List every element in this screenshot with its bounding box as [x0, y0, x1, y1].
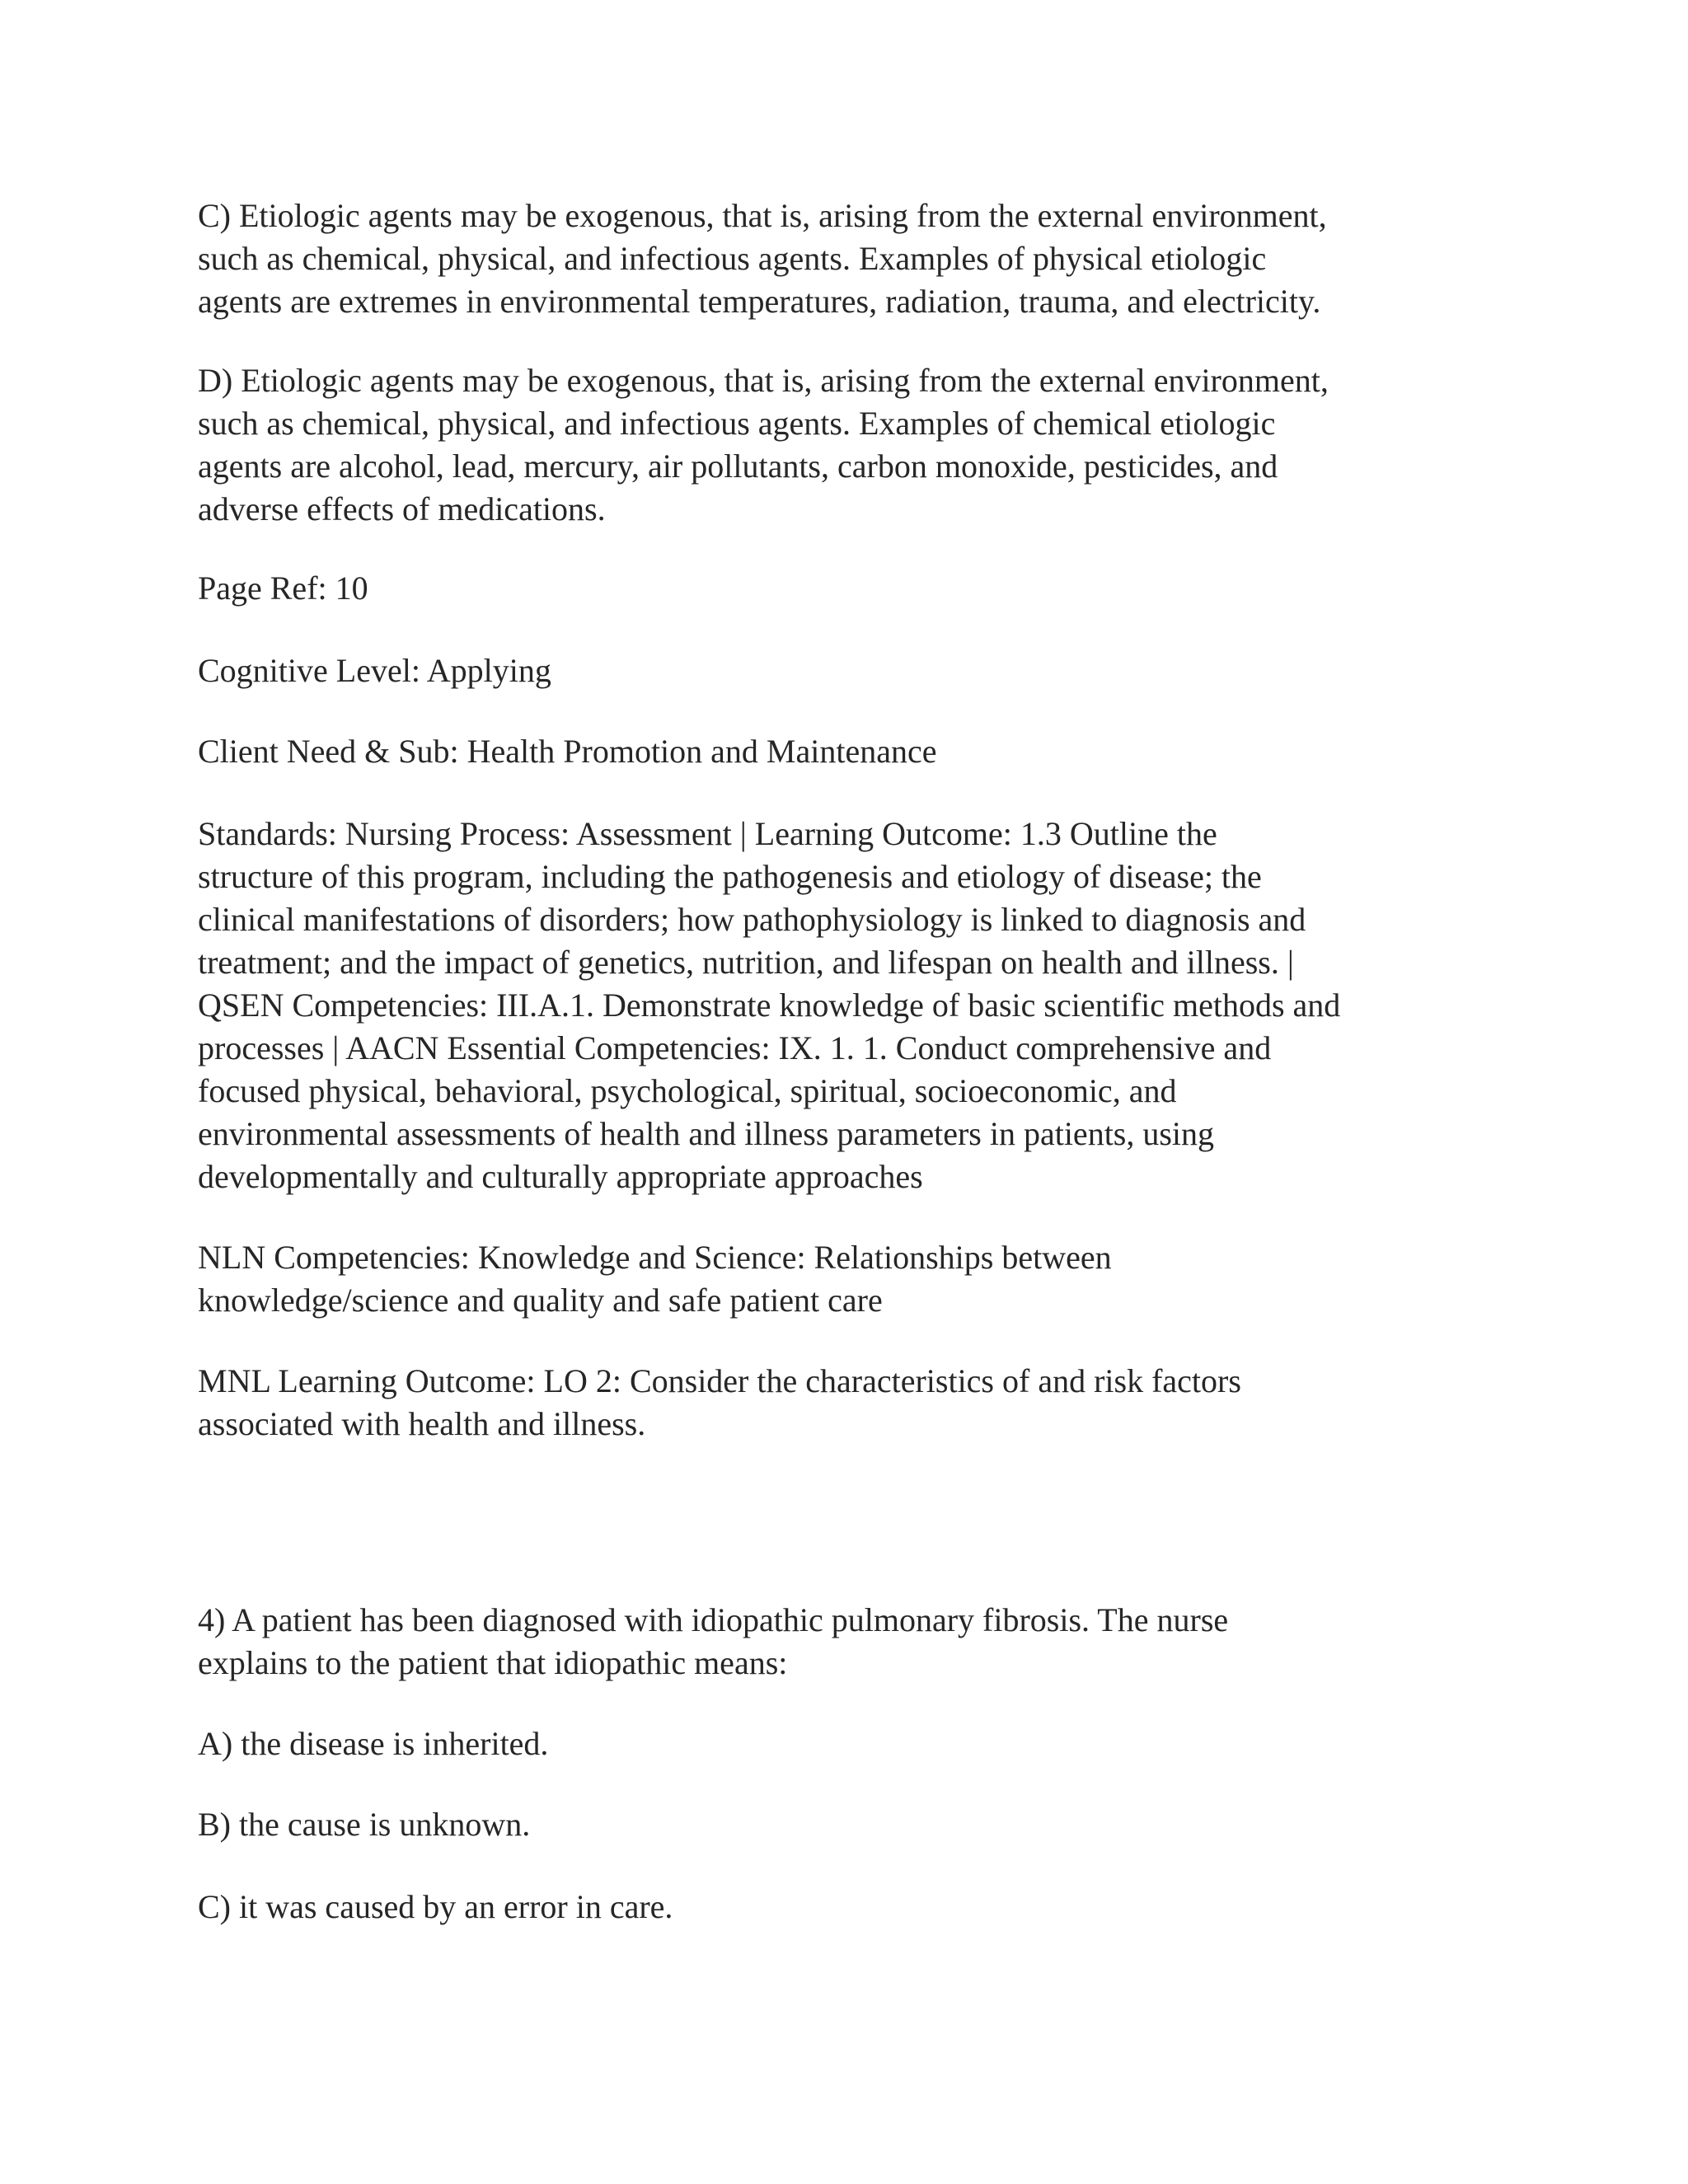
- nln-competencies-text: NLN Competencies: Knowledge and Science: Relationships between knowledge/science and quality and safe patient care: [198, 1239, 1112, 1319]
- page-ref-text: Page Ref: 10: [198, 569, 368, 607]
- client-need-text: Client Need & Sub: Health Promotion and Maintenance: [198, 733, 937, 770]
- option-c-etiology-text: C) Etiologic agents may be exogenous, that is, arising from the external environment, such as chemical, physical, and infectious agents. Examples of physical etiologic agents are extremes in environmental temperatures, radiation, trauma, and electricity.: [198, 197, 1327, 320]
- standards-text: Standards: Nursing Process: Assessment | Learning Outcome: 1.3 Outline the structure of this program, including the pathogenesis and etiology of disease; the clinical manifestations of disorders; how pathophysiology is linked to diagnosis and treatment; and the impact of genetics, nutrition, and lifespan on health and illness. | QSEN Competencies: III.A.1. Demonstrate knowledge of basic scientific methods and processes | AACN Essential Competencies: IX. 1. 1. Conduct comprehensive and focused physical, behavioral, psychological, spiritual, socioeconomic, and environmental assessments of health and illness parameters in patients, using developmentally and culturally appropriate approaches: [198, 815, 1341, 1195]
- answer-b-text: B) the cause is unknown.: [198, 1806, 531, 1843]
- mnl-learning-outcome-text: MNL Learning Outcome: LO 2: Consider the characteristics of and risk factors associated with health and illness.: [198, 1362, 1241, 1442]
- answer-a-text: A) the disease is inherited.: [198, 1725, 549, 1762]
- cognitive-level-text: Cognitive Level: Applying: [198, 652, 551, 689]
- answer-c-text: C) it was caused by an error in care.: [198, 1888, 673, 1925]
- option-d-etiology-text: D) Etiologic agents may be exogenous, that is, arising from the external environment, such as chemical, physical, and infectious agents. Examples of chemical etiologic agents are alcohol, lead, mercury, air pollutants, carbon monoxide, pesticides, and adverse effects of medications.: [198, 362, 1329, 527]
- question-4-text: 4) A patient has been diagnosed with idiopathic pulmonary fibrosis. The nurse explains to the patient that idiopathic means:: [198, 1601, 1229, 1681]
